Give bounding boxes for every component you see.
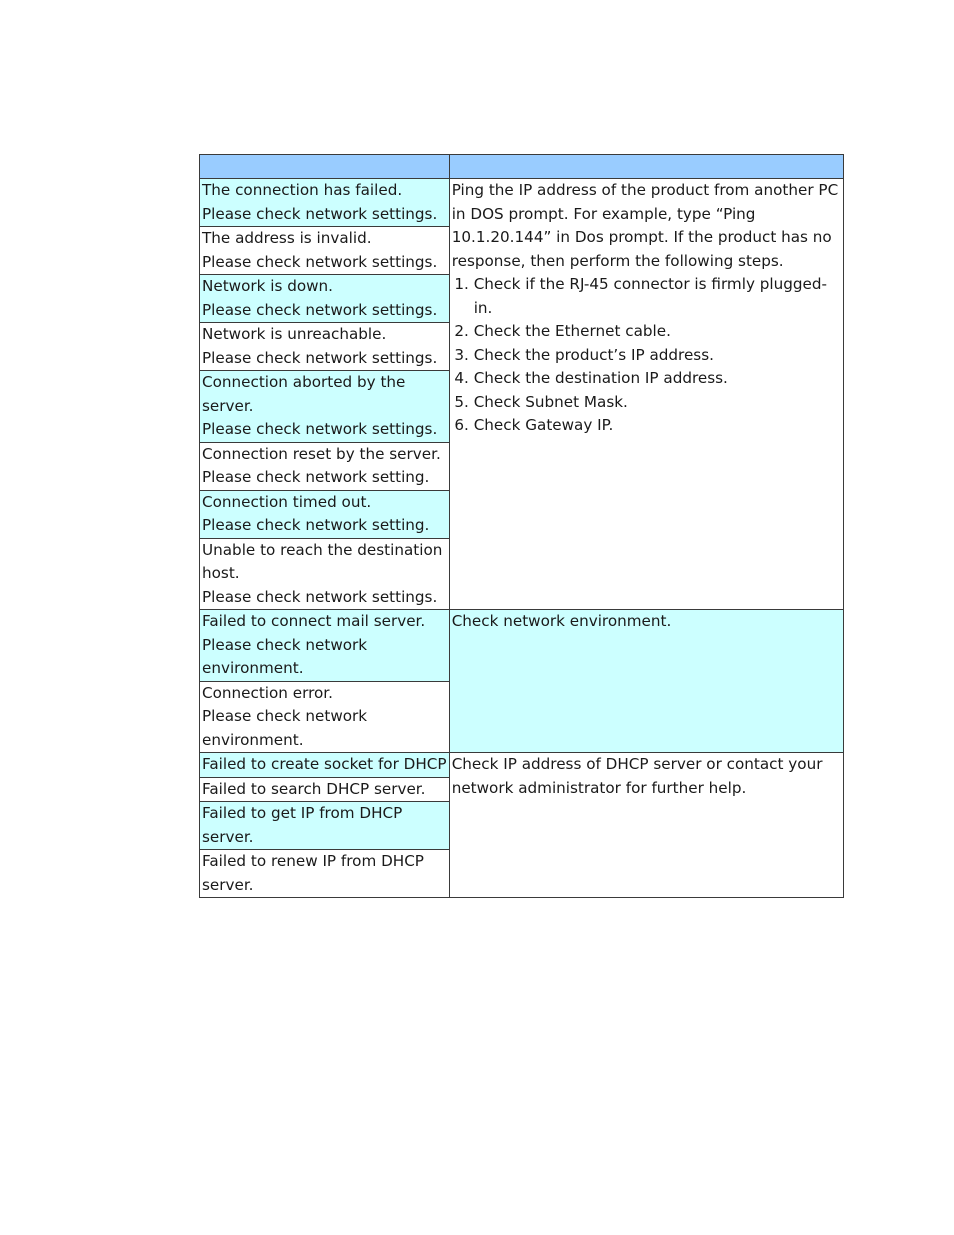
error-cell bbox=[200, 179, 450, 227]
error-cell bbox=[200, 227, 450, 275]
list-item: 2. Check the Ethernet cable. bbox=[474, 320, 841, 344]
error-message: Unable to reach the destination host. bbox=[202, 540, 443, 582]
error-cell bbox=[200, 850, 450, 898]
error-message-table bbox=[199, 154, 844, 898]
error-message: Failed to get IP from DHCP server. bbox=[202, 804, 403, 846]
solution-text: Ping the IP address of the product from another PC in DOS prompt. For example, type “Ping 10.1.20.144” in Dos prompt. If the product has no response, then perform the following steps. bbox=[451, 181, 839, 270]
error-cell bbox=[200, 777, 450, 802]
list-item: 6. Check Gateway IP. bbox=[474, 414, 841, 438]
error-message: Connection reset by the server. bbox=[202, 444, 441, 463]
error-cell bbox=[200, 538, 450, 610]
error-message: The connection has failed. bbox=[202, 181, 403, 199]
error-message: Network is down. bbox=[202, 277, 334, 295]
error-message: Failed to renew IP from DHCP server. bbox=[202, 852, 424, 894]
error-cell bbox=[200, 490, 450, 538]
solution-cell bbox=[449, 753, 843, 898]
error-hint: Please check network environment. bbox=[202, 707, 368, 749]
error-hint: Please check network environment. bbox=[202, 635, 368, 677]
error-hint: Please check network settings. bbox=[202, 252, 438, 271]
error-cell bbox=[200, 275, 450, 323]
error-message: Failed to create socket for DHCP bbox=[202, 755, 447, 773]
error-cell bbox=[200, 323, 450, 371]
header-error-cell bbox=[200, 155, 450, 179]
header-solution-cell bbox=[449, 155, 843, 179]
error-hint: Please check network setting. bbox=[202, 516, 430, 534]
error-cell bbox=[200, 753, 450, 778]
error-cell bbox=[200, 371, 450, 443]
table-row bbox=[200, 753, 844, 778]
error-message: Connection error. bbox=[202, 683, 333, 702]
solution-text: Check network environment. bbox=[451, 612, 672, 630]
solution-steps-list bbox=[452, 273, 841, 438]
error-message: Connection timed out. bbox=[202, 492, 372, 511]
error-cell bbox=[200, 681, 450, 753]
list-item: 5. Check Subnet Mask. bbox=[474, 391, 841, 415]
solution-cell bbox=[449, 610, 843, 753]
error-hint: Please check network settings. bbox=[202, 300, 438, 319]
list-item: 1. Check if the RJ-45 connector is firmly plugged-in. bbox=[474, 273, 841, 320]
table-header-row bbox=[200, 155, 844, 179]
error-cell bbox=[200, 610, 450, 682]
error-hint: Please check network settings. bbox=[202, 420, 438, 438]
error-hint: Please check network settings. bbox=[202, 204, 438, 223]
solution-cell bbox=[449, 179, 843, 610]
error-cell bbox=[200, 802, 450, 850]
error-cell bbox=[200, 442, 450, 490]
error-message: Connection aborted by the server. bbox=[202, 373, 406, 415]
table-row bbox=[200, 179, 844, 227]
error-message: Failed to search DHCP server. bbox=[202, 779, 426, 798]
table-row bbox=[200, 610, 844, 682]
list-item: 3. Check the product’s IP address. bbox=[474, 344, 841, 368]
error-hint: Please check network settings. bbox=[202, 348, 438, 367]
error-message: Failed to connect mail server. bbox=[202, 612, 426, 630]
solution-text: Check IP address of DHCP server or contact your network administrator for further help. bbox=[451, 755, 823, 797]
error-hint: Please check network setting. bbox=[202, 468, 430, 486]
error-hint: Please check network settings. bbox=[202, 587, 438, 606]
list-item: 4. Check the destination IP address. bbox=[474, 367, 841, 391]
error-message: Network is unreachable. bbox=[202, 325, 387, 343]
error-message: The address is invalid. bbox=[202, 229, 372, 247]
